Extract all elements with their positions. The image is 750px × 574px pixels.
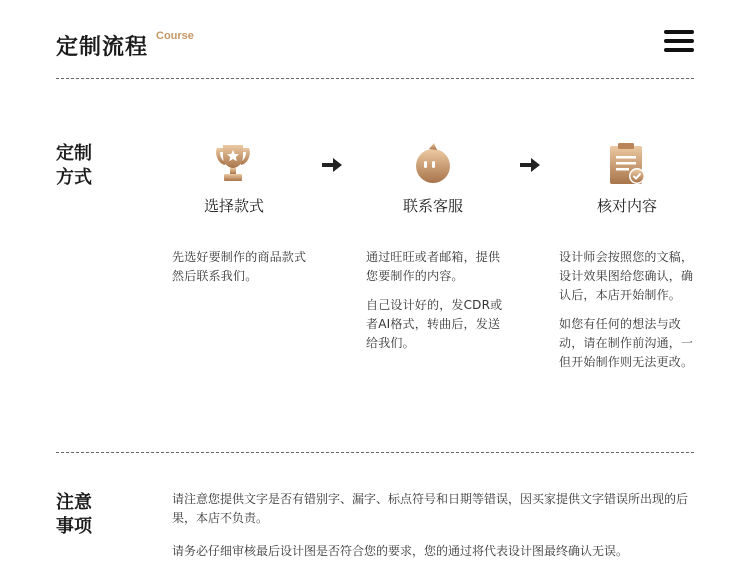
right-arrow-icon bbox=[520, 158, 540, 172]
step-paragraph: 先选好要制作的商品款式然后联系我们。 bbox=[172, 250, 307, 283]
step-paragraph: 自己设计好的，发CDR或者AI格式，转曲后，发送给我们。 bbox=[366, 298, 503, 350]
step-title: 核对内容 bbox=[596, 197, 657, 215]
step-title: 选择款式 bbox=[203, 197, 264, 215]
step-paragraph: 如您有任何的想法与改动，请在制作前沟通，一但开始制作则无法更改。 bbox=[559, 317, 694, 369]
notes-section-label: 注意 事项 bbox=[56, 492, 92, 537]
chat-bubble-icon bbox=[411, 142, 455, 186]
section-divider bbox=[56, 452, 694, 453]
note-item: 请务必仔细审核最后设计图是否符合您的要求，您的通过将代表设计图最终确认无误。 bbox=[172, 544, 629, 558]
step-title: 联系客服 bbox=[402, 197, 463, 215]
page-title: 定制流程 bbox=[56, 35, 149, 60]
right-arrow-icon bbox=[322, 158, 342, 172]
process-section-label: 定制 方式 bbox=[56, 143, 92, 188]
hamburger-menu-icon[interactable] bbox=[664, 30, 694, 52]
step-paragraph: 设计师会按照您的文稿，设计效果图给您确认，确认后，本店开始制作。 bbox=[559, 250, 694, 302]
trophy-icon bbox=[211, 142, 255, 186]
step-paragraph: 通过旺旺或者邮箱，提供您要制作的内容。 bbox=[366, 250, 501, 283]
page-subtitle: Course bbox=[156, 30, 194, 42]
step-description bbox=[559, 248, 699, 382]
step-description bbox=[366, 248, 506, 363]
header-divider bbox=[56, 78, 694, 79]
document-check-icon bbox=[606, 142, 650, 186]
note-item: 请注意您提供文字是否有错别字、漏字、标点符号和日期等错误，因买家提供文字错误所出现的后果，本店不负责。 bbox=[172, 492, 689, 525]
step-description bbox=[172, 248, 312, 296]
